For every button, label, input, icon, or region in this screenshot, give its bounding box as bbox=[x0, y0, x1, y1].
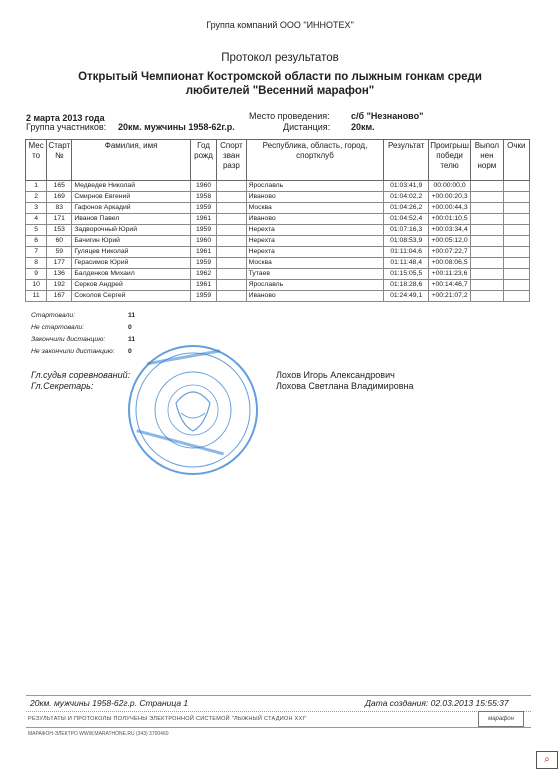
cell-result: 01:18:28,6 bbox=[384, 280, 429, 291]
stat-label: Закончили дистанцию: bbox=[31, 336, 106, 343]
cell-rank bbox=[217, 280, 246, 291]
cell-points bbox=[503, 291, 529, 302]
cell-place: 8 bbox=[26, 258, 47, 269]
cell-norm bbox=[471, 247, 503, 258]
footer-contact-line: МАРАФОН-ЭЛЕКТРО WWW.MARATHONE.RU (343) 3700460 bbox=[28, 731, 169, 737]
cell-rank bbox=[217, 291, 246, 302]
cell-birth-year: 1961 bbox=[190, 280, 216, 291]
col-header-rank: Спорт зван разр bbox=[217, 140, 246, 181]
cell-points bbox=[503, 192, 529, 203]
cell-gap: +00:00:44,3 bbox=[428, 203, 470, 214]
footer-system-line: РЕЗУЛЬТАТЫ И ПРОТОКОЛЫ ПОЛУЧЕНЫ ЭЛЕКТРОННОЙ СИСТЕМОЙ "ЛЫЖНЫЙ СТАДИОН XXI" bbox=[28, 716, 307, 722]
col-header-region: Республика, область, город, спортклуб bbox=[246, 140, 384, 181]
cell-rank bbox=[217, 181, 246, 192]
cell-norm bbox=[471, 236, 503, 247]
cell-points bbox=[503, 247, 529, 258]
cell-bib: 167 bbox=[47, 291, 72, 302]
cell-name: Гуляцев Николай bbox=[72, 247, 191, 258]
table-row bbox=[26, 214, 530, 225]
cell-region: Москва bbox=[246, 203, 384, 214]
cell-norm bbox=[471, 269, 503, 280]
cell-gap: +00:00:20,3 bbox=[428, 192, 470, 203]
col-header-points: Очки bbox=[503, 140, 529, 181]
table-row bbox=[26, 269, 530, 280]
cell-birth-year: 1959 bbox=[190, 225, 216, 236]
cell-result: 01:04:02,2 bbox=[384, 192, 429, 203]
competition-title-line1: Открытый Чемпионат Костромской области по лыжным гонкам среди bbox=[78, 71, 482, 83]
cell-result: 01:03:41,9 bbox=[384, 181, 429, 192]
magnifier-icon[interactable]: ⌕ bbox=[536, 751, 558, 769]
footer-created-date: Дата создания: 02.03.2013 15:55:37 bbox=[365, 698, 509, 708]
judge-label: Гл.судья соревнований: bbox=[31, 370, 131, 380]
cell-bib: 59 bbox=[47, 247, 72, 258]
cell-gap: +00:07:22,7 bbox=[428, 247, 470, 258]
cell-result: 01:24:49,1 bbox=[384, 291, 429, 302]
cell-name: Серков Андрей bbox=[72, 280, 191, 291]
table-row bbox=[26, 236, 530, 247]
cell-name: Бачигин Юрий bbox=[72, 236, 191, 247]
cell-bib: 60 bbox=[47, 236, 72, 247]
cell-place: 10 bbox=[26, 280, 47, 291]
stat-value: 0 bbox=[128, 324, 132, 331]
table-row bbox=[26, 181, 530, 192]
table-row bbox=[26, 192, 530, 203]
stat-label: Не стартовали: bbox=[31, 324, 85, 331]
cell-place: 7 bbox=[26, 247, 47, 258]
table-row bbox=[26, 203, 530, 214]
footer-page-info: 20км. мужчины 1958-62г.р. Страница 1 bbox=[30, 698, 189, 708]
distance-value: 20км. bbox=[351, 122, 375, 132]
footer-divider-2 bbox=[26, 711, 531, 712]
cell-gap: +00:21:07,2 bbox=[428, 291, 470, 302]
footer-divider-3 bbox=[26, 727, 531, 728]
venue-value: с/б "Незнаново" bbox=[351, 111, 424, 121]
cell-points bbox=[503, 258, 529, 269]
cell-place: 1 bbox=[26, 181, 47, 192]
results-table bbox=[25, 139, 530, 302]
cell-gap: +00:14:46,7 bbox=[428, 280, 470, 291]
group-value: 20км. мужчины 1958-62г.р. bbox=[118, 122, 235, 132]
cell-norm bbox=[471, 291, 503, 302]
group-label: Группа участников: bbox=[26, 122, 107, 132]
cell-region: Иваново bbox=[246, 291, 384, 302]
cell-rank bbox=[217, 192, 246, 203]
table-row bbox=[26, 291, 530, 302]
protocol-title: Протокол результатов bbox=[221, 52, 339, 64]
stat-label: Не закончили дистанцию: bbox=[31, 348, 115, 355]
cell-points bbox=[503, 269, 529, 280]
cell-place: 3 bbox=[26, 203, 47, 214]
cell-rank bbox=[217, 258, 246, 269]
cell-points bbox=[503, 236, 529, 247]
cell-region: Нерехта bbox=[246, 225, 384, 236]
table-header-row bbox=[26, 140, 530, 181]
table-row bbox=[26, 258, 530, 269]
cell-rank bbox=[217, 269, 246, 280]
cell-bib: 177 bbox=[47, 258, 72, 269]
distance-label: Дистанция: bbox=[283, 122, 331, 132]
cell-result: 01:15:05,5 bbox=[384, 269, 429, 280]
official-stamp bbox=[126, 343, 260, 477]
cell-result: 01:07:16,3 bbox=[384, 225, 429, 236]
cell-place: 5 bbox=[26, 225, 47, 236]
cell-birth-year: 1958 bbox=[190, 192, 216, 203]
cell-gap: +00:08:06,5 bbox=[428, 258, 470, 269]
col-header-bib: Старт № bbox=[47, 140, 72, 181]
cell-place: 4 bbox=[26, 214, 47, 225]
cell-region: Тутаев bbox=[246, 269, 384, 280]
cell-points bbox=[503, 214, 529, 225]
cell-result: 01:11:48,4 bbox=[384, 258, 429, 269]
cell-norm bbox=[471, 214, 503, 225]
cell-bib: 153 bbox=[47, 225, 72, 236]
competition-title bbox=[0, 70, 560, 98]
cell-place: 9 bbox=[26, 269, 47, 280]
cell-bib: 171 bbox=[47, 214, 72, 225]
cell-bib: 83 bbox=[47, 203, 72, 214]
secretary-label: Гл.Секретарь: bbox=[31, 381, 94, 391]
cell-bib: 169 bbox=[47, 192, 72, 203]
cell-points bbox=[503, 203, 529, 214]
cell-region: Нерехта bbox=[246, 236, 384, 247]
judge-name: Лохов Игорь Александрович bbox=[276, 370, 395, 380]
cell-bib: 136 bbox=[47, 269, 72, 280]
footer-divider bbox=[26, 695, 531, 696]
stat-value: 11 bbox=[128, 336, 136, 343]
cell-name: Иванов Павел bbox=[72, 214, 191, 225]
stat-label: Стартовали: bbox=[31, 312, 76, 319]
cell-result: 01:04:26,2 bbox=[384, 203, 429, 214]
cell-gap: 00:00:00,0 bbox=[428, 181, 470, 192]
secretary-name: Лохова Светлана Владимировна bbox=[276, 381, 414, 391]
col-header-place: Мес то bbox=[26, 140, 47, 181]
cell-name: Смирнов Евгений bbox=[72, 192, 191, 203]
cell-name: Балденков Михаил bbox=[72, 269, 191, 280]
cell-rank bbox=[217, 236, 246, 247]
cell-name: Герасимов Юрий bbox=[72, 258, 191, 269]
cell-rank bbox=[217, 214, 246, 225]
cell-rank bbox=[217, 203, 246, 214]
col-header-result: Результат bbox=[384, 140, 429, 181]
table-row bbox=[26, 247, 530, 258]
cell-region: Москва bbox=[246, 258, 384, 269]
cell-birth-year: 1961 bbox=[190, 247, 216, 258]
table-row bbox=[26, 225, 530, 236]
cell-place: 11 bbox=[26, 291, 47, 302]
stat-value: 0 bbox=[128, 348, 132, 355]
cell-result: 01:11:04,6 bbox=[384, 247, 429, 258]
cell-norm bbox=[471, 280, 503, 291]
cell-norm bbox=[471, 258, 503, 269]
cell-birth-year: 1960 bbox=[190, 236, 216, 247]
cell-region: Иваново bbox=[246, 214, 384, 225]
cell-birth-year: 1959 bbox=[190, 258, 216, 269]
event-date: 2 марта 2013 года bbox=[26, 113, 105, 123]
cell-points bbox=[503, 280, 529, 291]
cell-gap: +00:03:34,4 bbox=[428, 225, 470, 236]
cell-birth-year: 1962 bbox=[190, 269, 216, 280]
cell-bib: 165 bbox=[47, 181, 72, 192]
cell-name: Задворочный Юрий bbox=[72, 225, 191, 236]
cell-name: Медведев Николай bbox=[72, 181, 191, 192]
cell-region: Ярославль bbox=[246, 181, 384, 192]
cell-birth-year: 1959 bbox=[190, 203, 216, 214]
cell-result: 01:08:53,9 bbox=[384, 236, 429, 247]
cell-place: 2 bbox=[26, 192, 47, 203]
cell-birth-year: 1961 bbox=[190, 214, 216, 225]
cell-rank bbox=[217, 247, 246, 258]
company-name: Группа компаний ООО "ИННОТЕХ" bbox=[206, 20, 354, 30]
cell-norm bbox=[471, 225, 503, 236]
cell-gap: +00:01:10,5 bbox=[428, 214, 470, 225]
cell-gap: +00:11:23,6 bbox=[428, 269, 470, 280]
cell-result: 01:04:52,4 bbox=[384, 214, 429, 225]
cell-bib: 192 bbox=[47, 280, 72, 291]
cell-region: Ярославль bbox=[246, 280, 384, 291]
cell-region: Иваново bbox=[246, 192, 384, 203]
venue-label: Место проведения: bbox=[249, 111, 330, 121]
cell-birth-year: 1959 bbox=[190, 291, 216, 302]
logo-text: марафон bbox=[488, 716, 514, 722]
table-row bbox=[26, 280, 530, 291]
col-header-norm: Выпол нен норм bbox=[471, 140, 503, 181]
stat-value: 11 bbox=[128, 312, 136, 319]
cell-points bbox=[503, 225, 529, 236]
cell-place: 6 bbox=[26, 236, 47, 247]
cell-gap: +00:05:12,0 bbox=[428, 236, 470, 247]
cell-norm bbox=[471, 192, 503, 203]
cell-points bbox=[503, 181, 529, 192]
competition-title-line2: любителей "Весенний марафон" bbox=[185, 85, 375, 97]
cell-name: Гафонов Аркадий bbox=[72, 203, 191, 214]
marathon-logo bbox=[478, 711, 524, 727]
cell-norm bbox=[471, 203, 503, 214]
cell-region: Нерехта bbox=[246, 247, 384, 258]
cell-name: Соколов Сергей bbox=[72, 291, 191, 302]
cell-rank bbox=[217, 225, 246, 236]
cell-norm bbox=[471, 181, 503, 192]
col-header-name: Фамилия, имя bbox=[72, 140, 191, 181]
cell-birth-year: 1960 bbox=[190, 181, 216, 192]
col-header-gap: Проигрыш победи телю bbox=[428, 140, 470, 181]
col-header-birth-year: Год рожд bbox=[190, 140, 216, 181]
